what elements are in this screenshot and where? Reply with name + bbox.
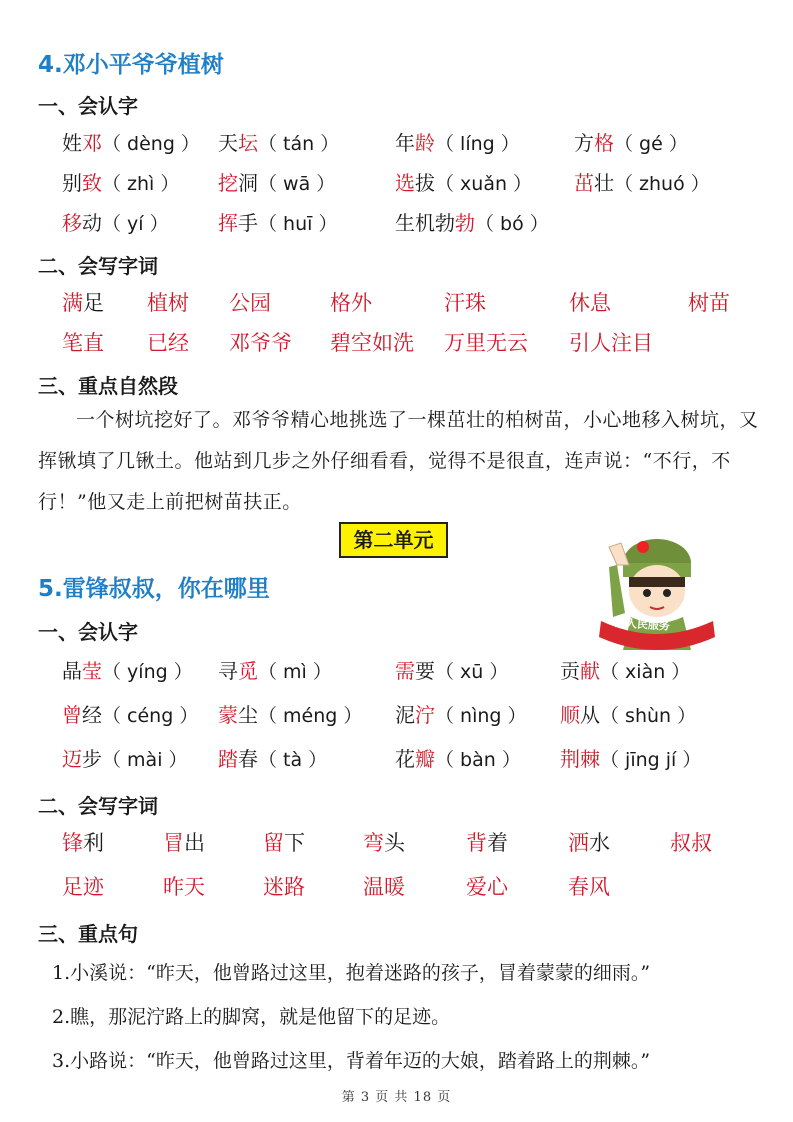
write-word [62, 326, 104, 360]
write-char: 公 [229, 291, 250, 315]
write-char: 足 [62, 875, 83, 899]
char-plain: 方 [574, 131, 594, 155]
pinyin: （ xiàn ） [600, 661, 691, 683]
pinyin: （ nìng ） [435, 705, 527, 727]
char-highlight: 龄 [415, 131, 435, 155]
write-char: 足 [83, 291, 104, 315]
badge-text: 为人民服务 [614, 616, 671, 633]
write-word [263, 826, 305, 860]
write-word [62, 286, 104, 320]
char-plain: 尘 [238, 703, 258, 727]
write-char: 背 [466, 831, 487, 855]
recognize-item [395, 698, 527, 733]
recognize-item [62, 206, 169, 241]
write-word [466, 870, 508, 904]
char-highlight: 需 [395, 659, 415, 683]
write-char: 注 [611, 331, 632, 355]
recognize-item [395, 126, 520, 161]
write-char: 满 [62, 291, 83, 315]
recognize-item [574, 126, 688, 161]
write-char: 风 [589, 875, 610, 899]
char-plain: 姓 [62, 131, 82, 155]
write-char: 出 [184, 831, 205, 855]
char-plain: 生机勃 [395, 211, 455, 235]
write-word [229, 286, 271, 320]
key-sentence-3: 3.小路说：“昨天，他曾路过这里，背着年迈的大娘，踏着路上的荆棘。” [52, 1050, 651, 1072]
write-word [330, 286, 372, 320]
char-highlight: 蒙 [218, 703, 238, 727]
pinyin: （ méng ） [258, 705, 363, 727]
write-word [363, 870, 405, 904]
write-char: 利 [83, 831, 104, 855]
write-char: 留 [263, 831, 284, 855]
pinyin: （ shùn ） [600, 705, 697, 727]
recognize-item [218, 126, 339, 161]
pinyin: （ xuǎn ） [435, 173, 533, 195]
recognize-item [395, 654, 508, 689]
lesson-4-paragraph-heading: 三、重点自然段 [38, 374, 178, 398]
write-char: 爱 [466, 875, 487, 899]
pinyin: （ dèng ） [102, 133, 200, 155]
write-char: 碧 [330, 331, 351, 355]
recognize-item [62, 742, 188, 777]
write-char: 休 [569, 291, 590, 315]
pinyin: （ jīng jí ） [600, 749, 702, 771]
write-char: 洗 [393, 331, 414, 355]
write-char: 云 [507, 331, 528, 355]
pinyin: （ wā ） [258, 173, 336, 195]
write-char: 经 [168, 331, 189, 355]
write-char: 树 [688, 291, 709, 315]
write-word [147, 286, 189, 320]
write-char: 暖 [384, 875, 405, 899]
write-word [330, 326, 414, 360]
write-char: 邓 [229, 331, 250, 355]
write-word [62, 870, 104, 904]
char-plain: 天 [218, 131, 238, 155]
lesson-5-title: 5.雷锋叔叔，你在哪里 [38, 576, 270, 602]
write-char: 格 [330, 291, 351, 315]
write-char: 无 [486, 331, 507, 355]
char-highlight: 莹 [82, 659, 102, 683]
write-char: 路 [284, 875, 305, 899]
write-char: 水 [589, 831, 610, 855]
write-word [568, 870, 610, 904]
pinyin: （ zhuó ） [614, 173, 710, 195]
char-highlight: 瓣 [415, 747, 435, 771]
write-char: 温 [363, 875, 384, 899]
recognize-item [574, 166, 710, 201]
key-sentence-1: 1.小溪说：“昨天，他曾路过这里，抱着迷路的孩子，冒着蒙蒙的细雨。” [52, 962, 651, 984]
recognize-item [560, 654, 690, 689]
char-highlight: 荆棘 [560, 747, 600, 771]
char-plain: 年 [395, 131, 415, 155]
write-char: 已 [147, 331, 168, 355]
write-word [444, 326, 528, 360]
char-highlight: 格 [594, 131, 614, 155]
recognize-item [395, 166, 532, 201]
recognize-item [560, 698, 696, 733]
recognize-item [218, 166, 335, 201]
write-char: 爷 [271, 331, 292, 355]
pinyin: （ mì ） [258, 661, 332, 683]
write-word [444, 286, 486, 320]
recognize-item [560, 742, 701, 777]
write-char: 下 [284, 831, 305, 855]
pinyin: （ huī ） [258, 213, 338, 235]
char-highlight: 选 [395, 171, 415, 195]
write-char: 直 [83, 331, 104, 355]
write-char: 洒 [568, 831, 589, 855]
write-char: 爷 [250, 331, 271, 355]
write-char: 着 [487, 831, 508, 855]
write-char: 弯 [363, 831, 384, 855]
char-plain: 花 [395, 747, 415, 771]
write-char: 园 [250, 291, 271, 315]
lesson-5-recognize-heading: 一、会认字 [38, 620, 138, 644]
recognize-item [218, 742, 327, 777]
char-plain: 经 [82, 703, 102, 727]
recognize-row [0, 126, 793, 162]
write-char: 苗 [709, 291, 730, 315]
write-char: 外 [351, 291, 372, 315]
char-plain: 洞 [238, 171, 258, 195]
write-char: 目 [632, 331, 653, 355]
char-highlight: 顺 [560, 703, 580, 727]
write-word [363, 826, 405, 860]
lesson-5-write-heading: 二、会写字词 [38, 794, 158, 818]
write-char: 树 [168, 291, 189, 315]
write-char: 汗 [444, 291, 465, 315]
recognize-row [0, 206, 793, 242]
write-word [163, 870, 205, 904]
pinyin: （ mài ） [102, 749, 188, 771]
char-plain: 别 [62, 171, 82, 195]
char-plain: 要 [415, 659, 435, 683]
key-sentence-2: 2.瞧，那泥泞路上的脚窝，就是他留下的足迹。 [52, 1006, 451, 1028]
write-row [0, 286, 793, 322]
pinyin: （ bó ） [475, 213, 549, 235]
write-row [0, 326, 793, 362]
pinyin: （ gé ） [614, 133, 688, 155]
char-plain: 春 [238, 747, 258, 771]
pinyin: （ yíng ） [102, 661, 193, 683]
write-char: 天 [184, 875, 205, 899]
char-highlight: 献 [580, 659, 600, 683]
write-char: 空 [351, 331, 372, 355]
char-plain: 动 [82, 211, 102, 235]
char-plain: 贡 [560, 659, 580, 683]
write-char: 引 [569, 331, 590, 355]
write-word [147, 326, 189, 360]
write-char: 心 [487, 875, 508, 899]
write-char: 迷 [263, 875, 284, 899]
write-char: 植 [147, 291, 168, 315]
char-plain: 从 [580, 703, 600, 727]
pinyin: （ bàn ） [435, 749, 521, 771]
write-word [229, 326, 292, 360]
char-plain: 壮 [594, 171, 614, 195]
write-char: 如 [372, 331, 393, 355]
pinyin: （ xū ） [435, 661, 509, 683]
write-char: 里 [465, 331, 486, 355]
write-word [163, 826, 205, 860]
char-highlight: 茁 [574, 171, 594, 195]
write-char: 昨 [163, 875, 184, 899]
write-word [263, 870, 305, 904]
recognize-row [0, 698, 793, 734]
key-paragraph: 一个树坑挖好了。邓爷爷精心地挑选了一棵茁壮的柏树苗，小心地移入树坑，又挥锹填了几锹土。他站到几步之外仔细看看，觉得不是很直，连声说：“不行，不行！”他又走上前把树苗扶正。 [38, 409, 759, 513]
recognize-item [395, 206, 549, 241]
lesson-4-write-heading: 二、会写字词 [38, 254, 158, 278]
char-highlight: 泞 [415, 703, 435, 727]
write-char: 头 [384, 831, 405, 855]
pinyin: （ yí ） [102, 213, 169, 235]
write-word [670, 826, 712, 860]
char-highlight: 踏 [218, 747, 238, 771]
recognize-item [62, 654, 193, 689]
recognize-item [218, 698, 362, 733]
recognize-item [395, 742, 521, 777]
pinyin: （ zhì ） [102, 173, 180, 195]
write-char: 春 [568, 875, 589, 899]
lesson-4-title: 4.邓小平爷爷植树 [38, 52, 224, 78]
write-char: 叔 [670, 831, 691, 855]
write-char: 锋 [62, 831, 83, 855]
char-highlight: 致 [82, 171, 102, 195]
write-word [568, 826, 610, 860]
write-word [466, 826, 508, 860]
char-plain: 拔 [415, 171, 435, 195]
write-char: 万 [444, 331, 465, 355]
char-plain: 泥 [395, 703, 415, 727]
lesson-4-recognize-heading: 一、会认字 [38, 94, 138, 118]
unit-label: 第二单元 [339, 522, 448, 558]
pinyin: （ tà ） [258, 749, 328, 771]
recognize-item [62, 166, 179, 201]
write-char: 冒 [163, 831, 184, 855]
char-highlight: 挖 [218, 171, 238, 195]
lesson-5-sentences-heading: 三、重点句 [38, 922, 138, 946]
char-plain: 晶 [62, 659, 82, 683]
write-word [569, 326, 653, 360]
char-highlight: 迈 [62, 747, 82, 771]
write-row [0, 870, 793, 906]
recognize-item [218, 206, 337, 241]
recognize-item [62, 126, 200, 161]
char-highlight: 觅 [238, 659, 258, 683]
recognize-row [0, 742, 793, 778]
char-highlight: 勃 [455, 211, 475, 235]
write-word [688, 286, 730, 320]
pinyin: （ céng ） [102, 705, 199, 727]
recognize-row [0, 166, 793, 202]
char-highlight: 移 [62, 211, 82, 235]
char-highlight: 曾 [62, 703, 82, 727]
write-word [569, 286, 611, 320]
pinyin: （ tán ） [258, 133, 340, 155]
recognize-item [62, 698, 198, 733]
recognize-item [218, 654, 332, 689]
write-word [62, 826, 104, 860]
char-plain: 手 [238, 211, 258, 235]
char-highlight: 坛 [238, 131, 258, 155]
write-char: 笔 [62, 331, 83, 355]
char-highlight: 邓 [82, 131, 102, 155]
write-char: 叔 [691, 831, 712, 855]
char-highlight: 挥 [218, 211, 238, 235]
write-char: 珠 [465, 291, 486, 315]
recognize-row [0, 654, 793, 690]
write-char: 迹 [83, 875, 104, 899]
char-plain: 步 [82, 747, 102, 771]
pinyin: （ líng ） [435, 133, 520, 155]
write-row [0, 826, 793, 862]
char-plain: 寻 [218, 659, 238, 683]
page-footer: 第 3 页 共 18 页 [341, 1090, 452, 1105]
write-char: 人 [590, 331, 611, 355]
write-char: 息 [590, 291, 611, 315]
